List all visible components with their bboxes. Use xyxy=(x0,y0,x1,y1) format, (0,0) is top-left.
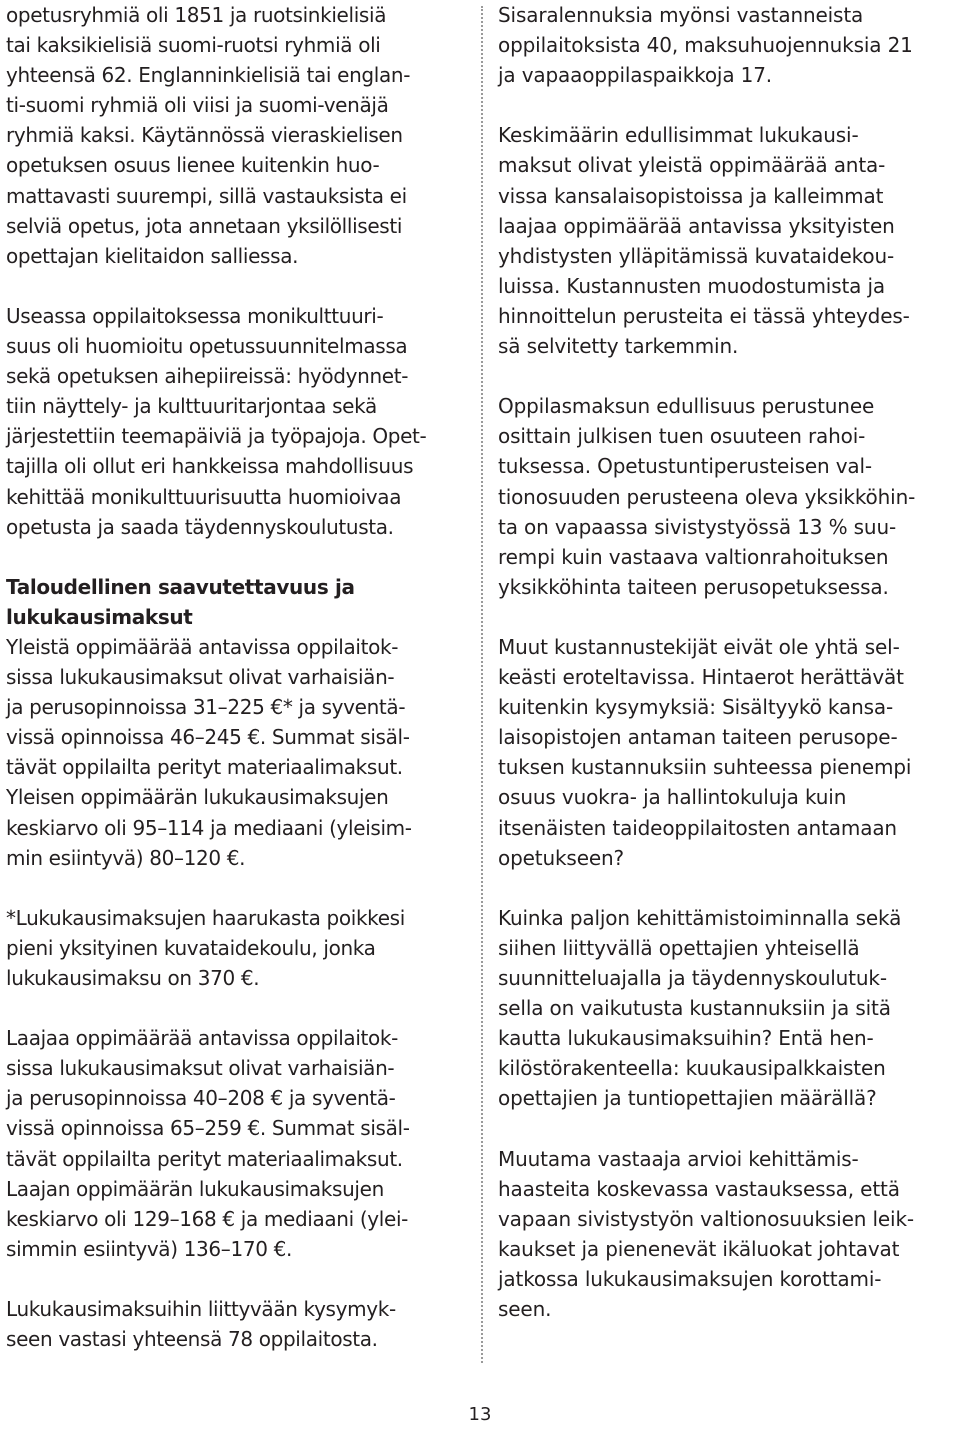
paragraph-gap xyxy=(6,873,470,903)
text-line: Muutama vastaaja arvioi kehittämis- xyxy=(498,1146,859,1171)
text-line: Laajaa oppimäärää antavissa oppilaitok- xyxy=(6,1026,399,1051)
page-number: 13 xyxy=(468,1404,492,1425)
text-line: keskiarvo oli 129–168 € ja mediaani (ylei- xyxy=(6,1206,409,1231)
text-line: vissä opinnoissa 46–245 €. Summat sisäl- xyxy=(6,725,410,750)
text-line: kehittää monikulttuurisuutta huomioivaa xyxy=(6,484,402,509)
text-line: Lukukausimaksuihin liittyvään kysymyk- xyxy=(6,1297,396,1322)
text-line: opettajan kielitaidon salliessa. xyxy=(6,243,299,268)
heading-line: lukukausimaksut xyxy=(6,604,193,629)
paragraph-gap xyxy=(498,90,958,120)
text-line: sella on vaikutusta kustannuksiin ja sitä xyxy=(498,996,891,1021)
paragraph xyxy=(6,632,470,873)
paragraph-gap xyxy=(498,602,958,632)
text-line: itsenäisten taideoppilaitosten antamaan xyxy=(498,815,897,840)
text-line: laisopistojen antaman taiteen perusope- xyxy=(498,725,898,750)
text-line: tajilla oli ollut eri hankkeissa mahdollisuus xyxy=(6,454,414,479)
text-line: opetuksen osuus lienee kuitenkin huo- xyxy=(6,153,380,178)
paragraph xyxy=(498,632,958,873)
text-line: kuitenkin kysymyksiä: Sisältyykö kansa- xyxy=(498,695,894,720)
text-line: seen vastasi yhteensä 78 oppilaitosta. xyxy=(6,1327,378,1352)
text-line: tionosuuden perusteena oleva yksikköhin- xyxy=(498,484,916,509)
text-line: tävät oppilailta perityt materiaalimaksut. xyxy=(6,1146,403,1171)
paragraph-gap xyxy=(6,542,470,572)
text-line: ja perusopinnoissa 40–208 € ja syventä- xyxy=(6,1086,396,1111)
text-line: opetukseen? xyxy=(498,845,625,870)
paragraph xyxy=(498,120,958,361)
footnote-paragraph xyxy=(6,903,470,993)
text-line: jatkossa lukukausimaksujen korottami- xyxy=(498,1266,882,1291)
text-line: yksikköhinta taiteen perusopetuksessa. xyxy=(498,574,889,599)
text-line: Kuinka paljon kehittämistoiminnalla sekä xyxy=(498,905,902,930)
text-line: kautta lukukausimaksuihin? Entä hen- xyxy=(498,1026,874,1051)
text-line: opetusta ja saada täydennyskoulutusta. xyxy=(6,514,394,539)
text-line: sissa lukukausimaksut olivat varhaisiän- xyxy=(6,1056,395,1081)
text-line: tai kaksikielisiä suomi-ruotsi ryhmiä oli xyxy=(6,33,381,58)
column-divider xyxy=(481,6,483,1363)
left-column xyxy=(6,0,470,1354)
right-column xyxy=(498,0,958,1324)
text-line: osuus vuokra- ja hallintokuluja kuin xyxy=(498,785,847,810)
text-line: järjestettiin teemapäiviä ja työpajoja. Opet- xyxy=(6,424,427,449)
paragraph xyxy=(6,0,470,271)
text-line: selviä opetus, jota annetaan yksilöllisesti xyxy=(6,213,403,238)
text-line: haasteita koskevassa vastauksessa, että xyxy=(498,1176,900,1201)
text-line: Yleistä oppimäärää antavissa oppilaitok- xyxy=(6,634,399,659)
paragraph xyxy=(6,1294,470,1354)
text-line: vissa kansalaisopistoissa ja kalleimmat xyxy=(498,183,884,208)
text-line: tiin näyttely- ja kulttuuritarjontaa sekä xyxy=(6,394,377,419)
text-line: vissä opinnoissa 65–259 €. Summat sisäl- xyxy=(6,1116,410,1141)
text-line: vapaan sivistystyön valtionosuuksien leik- xyxy=(498,1206,914,1231)
text-line: hinnoittelun perusteita ei tässä yhteydes- xyxy=(498,303,910,328)
text-line: keästi eroteltavissa. Hintaerot herättävät xyxy=(498,665,904,690)
text-line: Useassa oppilaitoksessa monikulttuuri- xyxy=(6,303,384,328)
text-line: mattavasti suurempi, sillä vastauksista ei xyxy=(6,183,407,208)
text-line: tuksessa. Opetustuntiperusteisen val- xyxy=(498,454,873,479)
text-line: osittain julkisen tuen osuuteen rahoi- xyxy=(498,424,866,449)
text-line: luissa. Kustannusten muodostumista ja xyxy=(498,273,885,298)
paragraph xyxy=(498,903,958,1114)
text-line: *Lukukausimaksujen haarukasta poikkesi xyxy=(6,905,405,930)
text-line: sekä opetuksen aihepiireissä: hyödynnet- xyxy=(6,364,409,389)
text-line: ja perusopinnoissa 31–225 €* ja syventä- xyxy=(6,695,406,720)
paragraph xyxy=(6,301,470,542)
text-line: Keskimäärin edullisimmat lukukausi- xyxy=(498,123,859,148)
text-line: suunnitteluajalla ja täydennyskoulutuk- xyxy=(498,966,887,990)
text-line: kaukset ja pienenevät ikäluokat johtavat xyxy=(498,1236,900,1261)
text-line: Laajan oppimäärän lukukausimaksujen xyxy=(6,1176,384,1201)
text-line: tävät oppilailta perityt materiaalimaksut. xyxy=(6,755,403,780)
text-line: tuksen kustannuksiin suhteessa pienempi xyxy=(498,755,912,780)
paragraph-gap xyxy=(498,361,958,391)
section-heading xyxy=(6,572,470,632)
text-line: maksut olivat yleistä oppimäärää anta- xyxy=(498,153,886,178)
text-line: siihen liittyvällä opettajien yhteisellä xyxy=(498,935,860,960)
text-line: pieni yksityinen kuvataidekoulu, jonka xyxy=(6,935,376,960)
text-line: ryhmiä kaksi. Käytännössä vieraskielisen xyxy=(6,123,403,148)
paragraph-gap xyxy=(498,873,958,903)
text-line: seen. xyxy=(498,1297,552,1322)
paragraph xyxy=(498,0,958,90)
text-line: min esiintyvä) 80–120 €. xyxy=(6,845,246,870)
text-line: ta on vapaassa sivistystyössä 13 % suu- xyxy=(498,514,897,539)
text-line: keskiarvo oli 95–114 ja mediaani (yleisim- xyxy=(6,815,412,840)
text-line: laajaa oppimäärää antavissa yksityisten xyxy=(498,213,895,238)
text-line: kilöstörakenteella: kuukausipalkkaisten xyxy=(498,1056,886,1081)
paragraph xyxy=(498,391,958,602)
text-line: yhteensä 62. Englanninkielisiä tai englan- xyxy=(6,63,411,88)
text-line: opetusryhmiä oli 1851 ja ruotsinkielisiä xyxy=(6,3,387,27)
text-line: Oppilasmaksun edullisuus perustunee xyxy=(498,394,875,419)
text-line: Sisaralennuksia myönsi vastanneista xyxy=(498,3,864,27)
text-line: sä selvitetty tarkemmin. xyxy=(498,334,739,359)
paragraph-gap xyxy=(6,993,470,1023)
paragraph-gap xyxy=(6,1264,470,1294)
text-line: yhdistysten ylläpitämissä kuvataidekou- xyxy=(498,243,895,268)
text-line: lukukausimaksu on 370 €. xyxy=(6,966,260,990)
heading-line: Taloudellinen saavutettavuus ja xyxy=(6,574,355,599)
paragraph-gap xyxy=(6,271,470,301)
text-line: simmin esiintyvä) 136–170 €. xyxy=(6,1236,292,1261)
text-line: opettajien ja tuntiopettajien määrällä? xyxy=(498,1086,877,1111)
paragraph xyxy=(6,1023,470,1264)
text-line: suus oli huomioitu opetussuunnitelmassa xyxy=(6,334,408,359)
text-line: Muut kustannustekijät eivät ole yhtä sel- xyxy=(498,634,900,659)
text-line: ti-suomi ryhmiä oli viisi ja suomi-venäjä xyxy=(6,93,389,118)
text-line: rempi kuin vastaava valtionrahoituksen xyxy=(498,544,889,569)
text-line: ja vapaaoppilaspaikkoja 17. xyxy=(498,63,773,88)
text-line: Yleisen oppimäärän lukukausimaksujen xyxy=(6,785,389,810)
text-line: sissa lukukausimaksut olivat varhaisiän- xyxy=(6,665,395,690)
text-line: oppilaitoksista 40, maksuhuojennuksia 21 xyxy=(498,33,913,58)
paragraph xyxy=(498,1144,958,1325)
paragraph-gap xyxy=(498,1113,958,1143)
